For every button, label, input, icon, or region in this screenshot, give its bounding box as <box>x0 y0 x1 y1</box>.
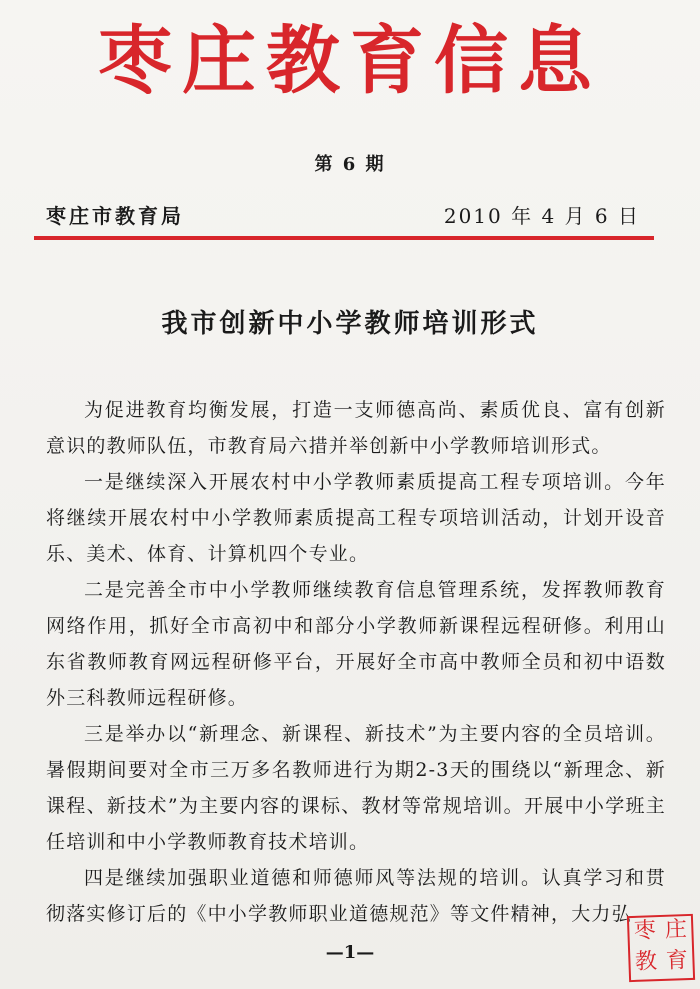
seal-char: 育 <box>665 948 689 974</box>
red-divider-rule <box>34 236 654 240</box>
article-body <box>46 392 666 932</box>
article-paragraph: 四是继续加强职业道德和师德师风等法规的培训。认真学习和贯彻落实修订后的《中小学教师职业道德规范》等文件精神，大力弘 <box>46 867 666 925</box>
article-paragraph: 二是完善全市中小学教师继续教育信息管理系统，发挥教师教育网络作用，抓好全市高初中和部分小学教师新课程远程研修。利用山东省教师教育网远程研修平台，开展好全市高中教师全员和初中语数外三科教师远程研修。 <box>46 579 666 709</box>
issue-number: 第 6 期 <box>314 154 386 175</box>
seal-char: 枣 <box>633 918 657 944</box>
seal-char: 教 <box>634 949 658 975</box>
article-title: 我市创新中小学教师培训形式 <box>161 309 539 339</box>
publisher-name: 枣庄市教育局 <box>46 204 184 228</box>
page-number: —1— <box>325 942 375 963</box>
article-paragraph: 为促进教育均衡发展，打造一支师德高尚、素质优良、富有创新意识的教师队伍，市教育局六措并举创新中小学教师培训形式。 <box>46 399 666 457</box>
seal-char: 庄 <box>664 917 688 943</box>
article-paragraph: 三是举办以“新理念、新课程、新技术”为主要内容的全员培训。暑假期间要对全市三万多名教师进行为期2-3天的围绕以“新理念、新课程、新技术”为主要内容的课标、教材等常规培训。开展中小学班主任培训和中小学教师教育技术培训。 <box>46 723 666 853</box>
red-seal-stamp <box>627 914 695 982</box>
publication-date: 2010 年 4 月 6 日 <box>443 204 640 228</box>
masthead-title: 枣庄教育信息 <box>98 18 602 104</box>
article-paragraph: 一是继续深入开展农村中小学教师素质提高工程专项培训。今年将继续开展农村中小学教师素质提高工程专项培训活动，计划开设音乐、美术、体育、计算机四个专业。 <box>46 471 666 565</box>
